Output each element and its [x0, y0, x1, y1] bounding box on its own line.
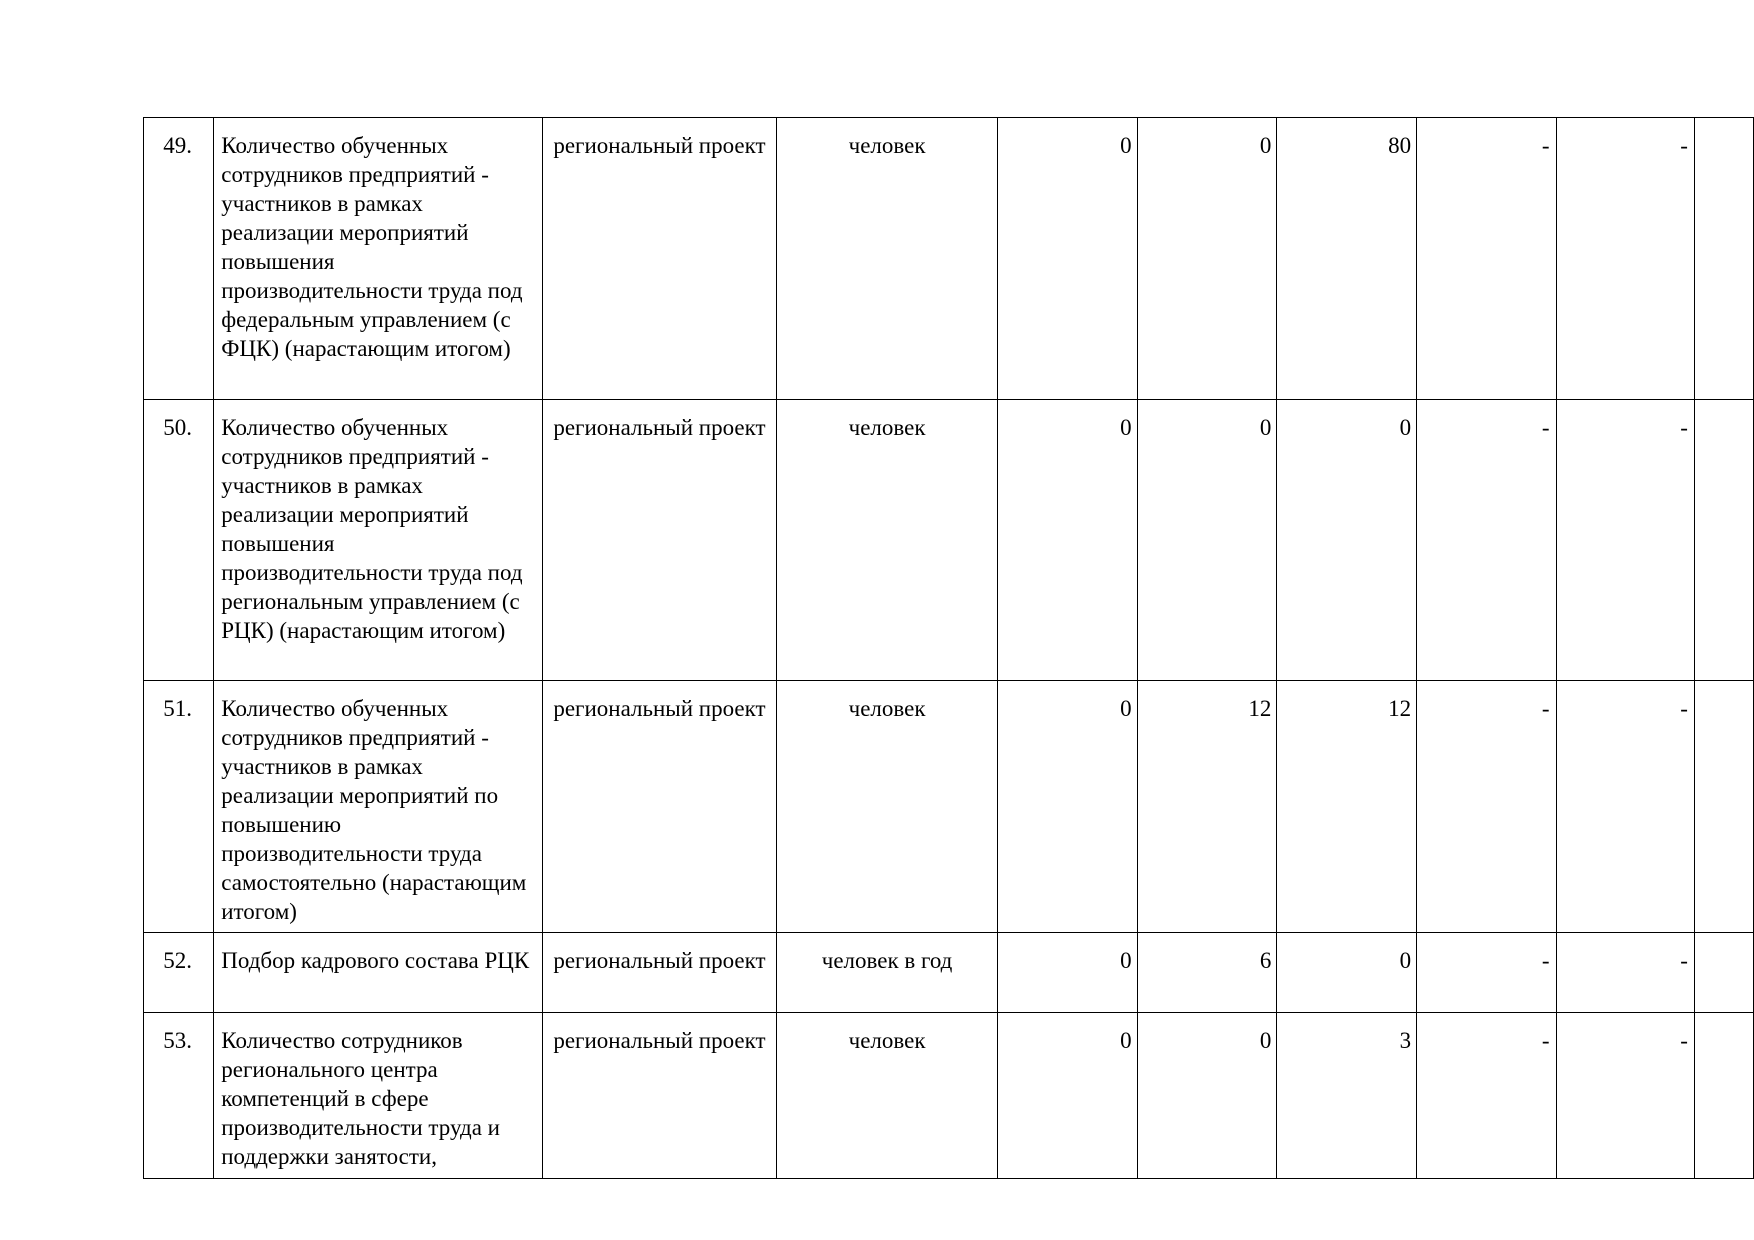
- row-number: 50.: [144, 400, 214, 681]
- value-cell: 0: [998, 681, 1137, 933]
- value-cell: 12: [1277, 681, 1417, 933]
- indicator-name: Подбор кадрового состава РЦК: [214, 933, 543, 1013]
- value-cell: 12: [1137, 681, 1277, 933]
- value-cell: 0: [998, 118, 1137, 400]
- value-cell: 0: [1137, 1013, 1277, 1179]
- unit-of-measure: человек: [777, 400, 998, 681]
- row-number: 52.: [144, 933, 214, 1013]
- indicator-level: региональный проект: [542, 118, 776, 400]
- value-cell: 0: [998, 1013, 1137, 1179]
- value-cell: [1694, 400, 1753, 681]
- indicator-level: региональный проект: [542, 400, 776, 681]
- value-cell: 3: [1277, 1013, 1417, 1179]
- row-number: 51.: [144, 681, 214, 933]
- table-row: [144, 400, 1754, 681]
- value-cell: 0: [1277, 933, 1417, 1013]
- value-cell: 6: [1137, 933, 1277, 1013]
- value-cell: -: [1417, 933, 1556, 1013]
- value-cell: -: [1556, 1013, 1694, 1179]
- table-row: [144, 118, 1754, 400]
- table-row: [144, 933, 1754, 1013]
- value-cell: -: [1417, 400, 1556, 681]
- value-cell: -: [1556, 118, 1694, 400]
- indicator-level: региональный проект: [542, 933, 776, 1013]
- row-number: 53.: [144, 1013, 214, 1179]
- unit-of-measure: человек в год: [777, 933, 998, 1013]
- row-number: 49.: [144, 118, 214, 400]
- value-cell: 0: [998, 400, 1137, 681]
- value-cell: 0: [1137, 118, 1277, 400]
- unit-of-measure: человек: [777, 681, 998, 933]
- indicator-name: Количество обученных сотрудников предприятий - участников в рамках реализации мероприятий по повышению производительности труда самостоятельно (нарастающим итогом): [214, 681, 543, 933]
- value-cell: 0: [1137, 400, 1277, 681]
- value-cell: -: [1556, 933, 1694, 1013]
- indicators-table: [143, 117, 1754, 1179]
- value-cell: 0: [998, 933, 1137, 1013]
- indicator-level: региональный проект: [542, 1013, 776, 1179]
- value-cell: -: [1556, 400, 1694, 681]
- value-cell: 0: [1277, 400, 1417, 681]
- value-cell: [1694, 681, 1753, 933]
- value-cell: -: [1556, 681, 1694, 933]
- value-cell: [1694, 118, 1753, 400]
- value-cell: -: [1417, 681, 1556, 933]
- value-cell: [1694, 1013, 1753, 1179]
- value-cell: [1694, 933, 1753, 1013]
- indicator-name: Количество обученных сотрудников предприятий - участников в рамках реализации мероприятий повышения производительности труда под федеральным управлением (с ФЦК) (нарастающим итогом): [214, 118, 543, 400]
- value-cell: -: [1417, 1013, 1556, 1179]
- table-row: [144, 1013, 1754, 1179]
- indicator-level: региональный проект: [542, 681, 776, 933]
- unit-of-measure: человек: [777, 118, 998, 400]
- indicator-name: Количество сотрудников регионального центра компетенций в сфере производительности труда и поддержки занятости,: [214, 1013, 543, 1179]
- table-row: [144, 681, 1754, 933]
- unit-of-measure: человек: [777, 1013, 998, 1179]
- value-cell: -: [1417, 118, 1556, 400]
- value-cell: 80: [1277, 118, 1417, 400]
- indicator-name: Количество обученных сотрудников предприятий - участников в рамках реализации мероприятий повышения производительности труда под региональным управлением (с РЦК) (нарастающим итогом): [214, 400, 543, 681]
